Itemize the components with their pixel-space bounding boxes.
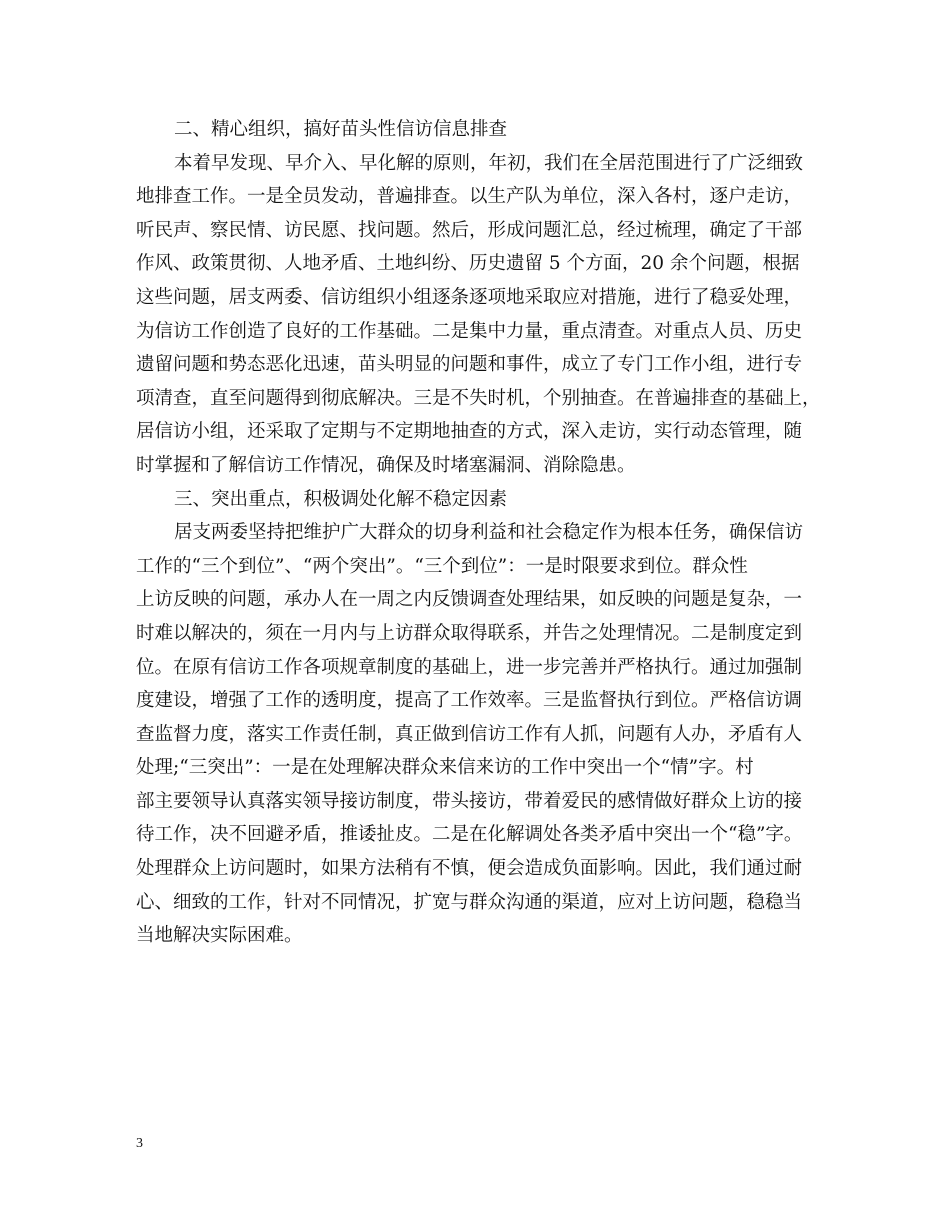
paragraph-line: 部主要领导认真落实领导接访制度，带头接访，带着爱民的感情做好群众上访的接 xyxy=(136,790,803,812)
paragraph-line: 上访反映的问题，承办人在一周之内反馈调查处理结果，如反映的问题是复杂，一 xyxy=(136,589,803,611)
paragraph-line: 为信访工作创造了良好的工作基础。二是集中力量，重点清查。对重点人员、历史 xyxy=(136,320,803,342)
paragraph-line: 居信访小组，还采取了定期与不定期地抽查的方式，深入走访，实行动态管理，随 xyxy=(136,421,803,443)
section-heading: 三、突出重点，积极调处化解不稳定因素 xyxy=(174,488,508,510)
paragraph-line: 处理;“三突出”：一是在处理解决群众来信来访的工作中突出一个“情”字。村 xyxy=(136,757,754,779)
paragraph-line: 查监督力度，落实工作责任制，真正做到信访工作有人抓，问题有人办，矛盾有人 xyxy=(136,723,803,745)
paragraph-line: 这些问题，居支两委、信访组织小组逐条逐项地采取应对措施，进行了稳妥处理， xyxy=(136,286,803,308)
paragraph-line: 作风、政策贯彻、人地矛盾、土地纠纷、历史遗留 5 个方面，20 余个问题，根据 xyxy=(136,253,800,275)
paragraph-line: 心、细致的工作，针对不同情况，扩宽与群众沟通的渠道，应对上访问题，稳稳当 xyxy=(136,891,803,913)
paragraph-line: 本着早发现、早介入、早化解的原则，年初，我们在全居范围进行了广泛细致 xyxy=(174,152,804,174)
paragraph-line: 时难以解决的，须在一月内与上访群众取得联系，并告之处理情况。二是制度定到 xyxy=(136,622,803,644)
section-heading: 二、精心组织，搞好苗头性信访信息排查 xyxy=(174,119,508,140)
document-body xyxy=(136,113,821,953)
paragraph-line: 位。在原有信访工作各项规章制度的基础上，进一步完善并严格执行。通过加强制 xyxy=(136,656,803,678)
paragraph-line: 待工作，决不回避矛盾，推诿扯皮。二是在化解调处各类矛盾中突出一个“稳”字。 xyxy=(136,824,803,846)
paragraph-line: 居支两委坚持把维护广大群众的切身利益和社会稳定作为根本任务，确保信访 xyxy=(174,522,804,544)
paragraph-line: 地排查工作。一是全员发动，普遍排查。以生产队为单位，深入各村，逐户走访， xyxy=(136,186,803,208)
paragraph-line: 度建设，增强了工作的透明度，提高了工作效率。三是监督执行到位。严格信访调 xyxy=(136,690,803,712)
paragraph-line: 听民声、察民情、访民愿、找问题。然后，形成问题汇总，经过梳理，确定了干部 xyxy=(136,219,803,241)
page-number: 3 xyxy=(136,1136,143,1151)
paragraph-line: 项清查，直至问题得到彻底解决。三是不失时机，个别抽查。在普遍排查的基础上， xyxy=(136,387,821,409)
paragraph-line: 遗留问题和势态恶化迅速，苗头明显的问题和事件，成立了专门工作小组，进行专 xyxy=(136,354,803,376)
paragraph-line: 工作的“三个到位”、“两个突出”。“三个到位”：一是时限要求到位。群众性 xyxy=(136,555,748,577)
paragraph-line: 时掌握和了解信访工作情况，确保及时堵塞漏洞、消除隐患。 xyxy=(136,454,636,476)
paragraph-line: 当地解决实际困难。 xyxy=(136,925,303,947)
paragraph-line: 处理群众上访问题时，如果方法稍有不慎，便会造成负面影响。因此，我们通过耐 xyxy=(136,858,803,880)
